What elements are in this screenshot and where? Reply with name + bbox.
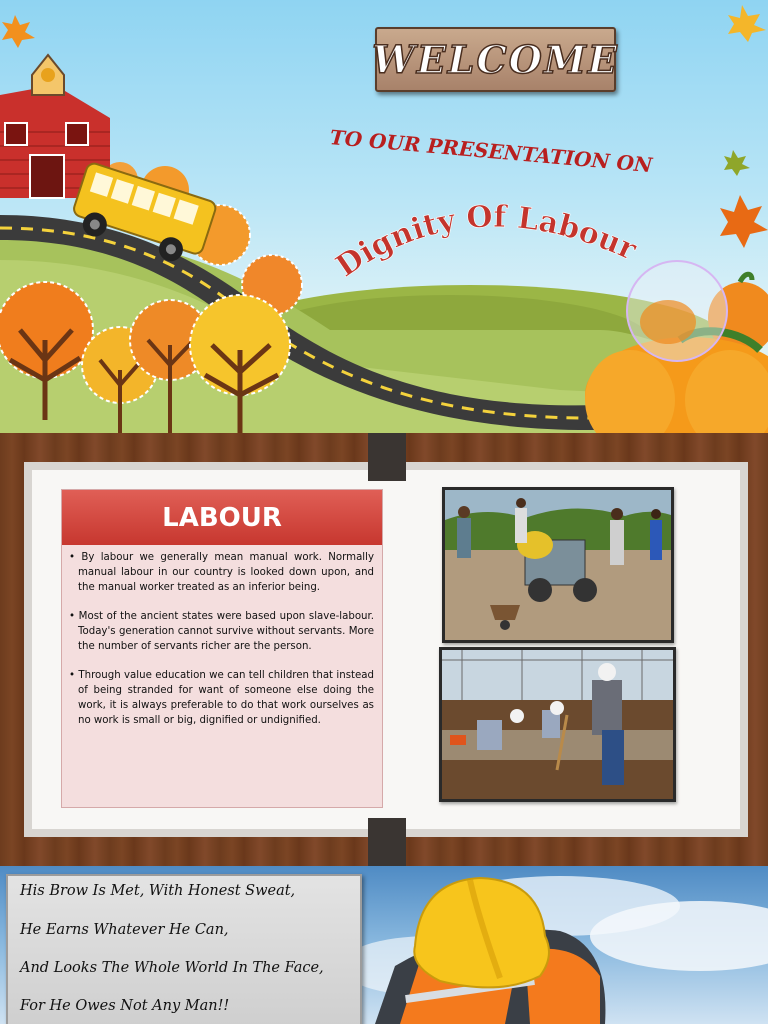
presentation-title — [330, 178, 670, 288]
poem-slide — [0, 866, 768, 1024]
poem-box — [6, 874, 362, 1024]
title-slide — [0, 0, 768, 433]
presentation-subtitle: TO OUR PRESENTATION ON — [328, 125, 654, 178]
poem-line: He Earns Whatever He Can, — [20, 922, 229, 938]
labour-text-box — [61, 489, 383, 808]
labour-heading: LABOUR — [162, 502, 282, 533]
photo-concrete-mixer-workers — [442, 487, 674, 643]
labour-heading-banner — [62, 490, 382, 545]
poem-line: His Brow Is Met, With Honest Sweat, — [20, 883, 296, 899]
bullet-item: • Most of the ancient states were based upon slave-labour. Today's generation cannot survive without servants. More the number of servants richer are the person. — [69, 611, 374, 652]
svg-text:Dignity Of Labour — [330, 199, 643, 284]
labour-bullets — [66, 550, 374, 742]
welcome-text: WELCOME — [372, 37, 619, 82]
bullet-item: • By labour we generally mean manual work. Normally manual labour in our country is looked down upon, and the manual worker treated as an inferior being. — [69, 552, 374, 593]
board-clip-top — [368, 433, 406, 481]
title-text: Dignity Of Labour — [330, 199, 642, 285]
poem-line: And Looks The Whole World In The Face, — [20, 960, 324, 976]
bullet-item: • Through value education we can tell children that instead of being stranded for want of someone else doing the work, it is always preferable to do that work ourselves as no work is small or big, dignified or undignified. — [69, 670, 374, 726]
board-clip-bottom — [368, 818, 406, 866]
poem-line: For He Owes Not Any Man!! — [20, 998, 230, 1014]
labour-slide — [0, 433, 768, 866]
photo-trench-digging-workers — [439, 647, 676, 802]
welcome-plaque — [372, 27, 619, 92]
